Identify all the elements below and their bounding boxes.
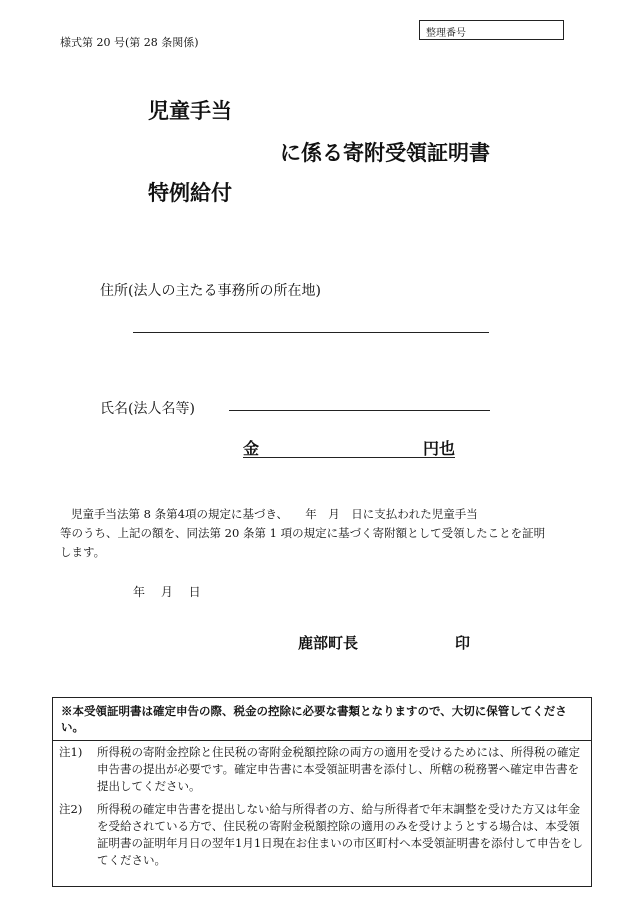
amount-prefix: 金 — [243, 439, 260, 458]
note-2-tag: 注2) — [59, 802, 83, 816]
reference-number-label: 整理番号 — [426, 28, 466, 39]
notice-header: ※本受領証明書は確定申告の際、税金の控除に必要な書類となりますので、大切に保管してください。 — [53, 698, 591, 741]
address-field[interactable] — [133, 332, 489, 333]
amount-suffix: 円也 — [422, 439, 455, 458]
name-label: 氏名(法人名等) — [100, 401, 195, 417]
certification-text-line: 等のうち、上記の額を、同法第 20 条第 1 項の規定に基づく寄附額として受領したことを証明 — [60, 526, 546, 540]
note-2 — [59, 801, 584, 869]
title-line-special-benefit: 特例給付 — [148, 180, 232, 205]
certification-text-line: します。 — [60, 545, 106, 559]
title-main: に係る寄附受領証明書 — [280, 140, 490, 165]
note-1-tag: 注1) — [59, 745, 83, 759]
name-field[interactable] — [229, 410, 490, 411]
signatory-title: 鹿部町長 — [298, 634, 359, 652]
reference-number-box[interactable] — [419, 20, 564, 40]
amount-field[interactable] — [243, 436, 455, 458]
certification-date[interactable]: 年 月 日 — [133, 585, 201, 599]
notice-box — [52, 697, 592, 887]
note-2-text: 所得税の確定申告書を提出しない給与所得者の方、給与所得者で年末調整を受けた方又は年金を受給されている方で、住民税の寄附金税額控除の適用のみを受けようとする場合は、本受領証明書の証明年月日の翌年1月1日現在お住まいの市区町村へ本受領証明書を添付して申告をしてください。 — [97, 802, 584, 867]
seal-mark: 印 — [455, 634, 471, 652]
certification-text-line: 児童手当法第 8 条第4項の規定に基づき、 年 月 日に支払われた児童手当 — [71, 507, 478, 521]
address-label: 住所(法人の主たる事務所の所在地) — [100, 283, 321, 299]
title-line-child-allowance: 児童手当 — [148, 98, 232, 123]
note-1 — [59, 744, 584, 795]
note-1-text: 所得税の寄附金控除と住民税の寄附金税額控除の両方の適用を受けるためには、所得税の確定申告書の提出が必要です。確定申告書に本受領証明書を添付し、所轄の税務署へ確定申告書を提出してください。 — [97, 745, 580, 793]
certification-text — [60, 505, 580, 562]
form-number: 様式第 20 号(第 28 条関係) — [60, 36, 199, 49]
